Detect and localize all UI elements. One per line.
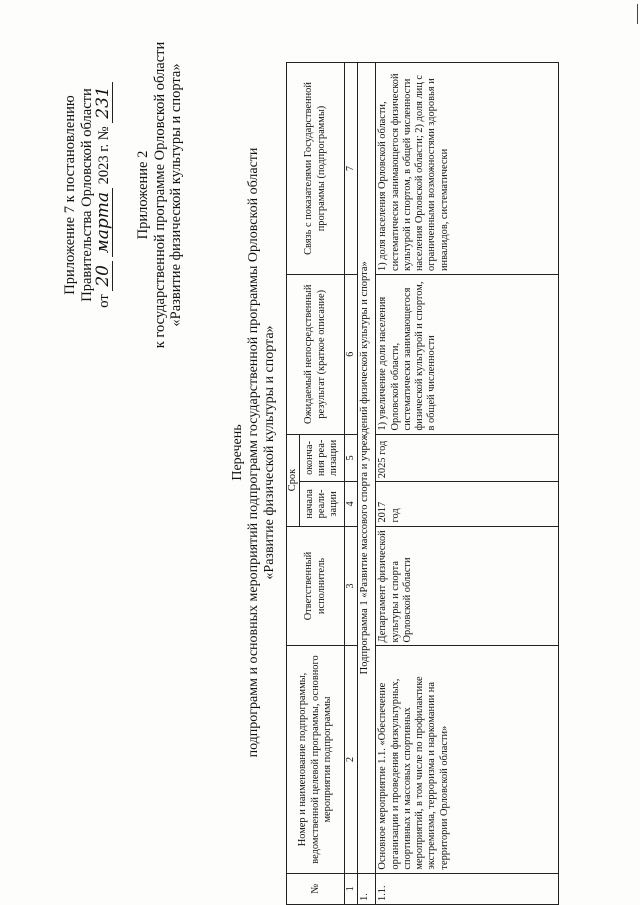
title-line1: Перечень: [230, 424, 245, 481]
date-year: 2023 г. №: [96, 126, 113, 185]
row-name: Основное мероприятие 1.1. «Обеспечение организации и проведения физкультурных, спортивных и массовых спортивных мероприятий, в том числе по профилактике экстремизма, терроризма и наркомании на территории Орловской области»: [376, 646, 559, 873]
handwritten-day: 20: [95, 261, 113, 291]
section-number: 1.: [358, 873, 376, 904]
row-executor: Департамент физической культуры и спорта Орловской области: [376, 526, 559, 646]
header-row-1: [287, 63, 300, 905]
col-number: 7: [345, 63, 358, 275]
col-number: 1: [345, 873, 358, 904]
header-result: Ожидаемый непосредственный результат (краткое описание): [287, 275, 345, 435]
header-end: оконча-ния реа-лизации: [300, 434, 345, 482]
section-row: [358, 63, 376, 905]
appendix2-block: [135, 10, 185, 380]
col-number: 5: [345, 434, 358, 482]
header-no: №: [287, 873, 345, 904]
col-number: 6: [345, 275, 358, 435]
appendix7-line2: Правительства Орловской области: [78, 88, 95, 302]
appendix7-line1: Приложение 7 к постановлению: [62, 95, 78, 295]
row-start: 2017 год: [376, 482, 559, 526]
header-name: Номер и наименование подпрограммы, ведомственной целевой программы, основного мероприятия подпрограммы: [287, 646, 345, 873]
row-result: 1) увеличение доли населения Орловской области, систематически занимающегося физической культурой и спортом, в общей численности: [376, 275, 559, 435]
header-link: Связь с показателями Государственной программы (подпрограммы): [287, 63, 345, 275]
title-line2: подпрограмм и основных мероприятий подпрограмм государственной программы Орловской области: [246, 147, 262, 758]
table-row: [376, 63, 559, 905]
appendix2-line1: Приложение 2: [135, 150, 151, 240]
date-prefix: от: [96, 294, 113, 308]
col-number: 3: [345, 526, 358, 646]
header-start: начала реали-зации: [300, 482, 345, 526]
header-executor: Ответственный исполнитель: [287, 526, 345, 646]
measures-table: [286, 62, 559, 905]
row-number: 1.1.: [376, 873, 559, 904]
appendix2-line3: «Развитие физической культуры и спорта»: [168, 63, 185, 327]
handwritten-month: марта: [95, 188, 113, 257]
title-line3: «Развитие физической культуры и спорта»: [262, 325, 278, 580]
column-numbers-row: [345, 63, 358, 905]
appendix7-date-line: [95, 30, 113, 360]
row-end: 2025 год: [376, 434, 559, 482]
section-title: Подпрограмма 1 «Развитие массового спорта и учреждений физической культуры и спорта»: [358, 63, 376, 874]
appendix7-block: [62, 30, 113, 360]
appendix2-line2: к государственной программе Орловской области: [151, 41, 168, 349]
row-link: 1) доля населения Орловской области, систематически занимающегося физической культурой и спортом, в общей численности населения Орловской области; 2) доля лиц с ограниченными возможностями здоровья и инвалидов, систематически: [376, 63, 559, 275]
document-title: [230, 0, 278, 905]
handwritten-number: 231: [95, 82, 113, 122]
header-term: Срок: [287, 434, 300, 526]
col-number: 2: [345, 646, 358, 873]
col-number: 4: [345, 482, 358, 526]
